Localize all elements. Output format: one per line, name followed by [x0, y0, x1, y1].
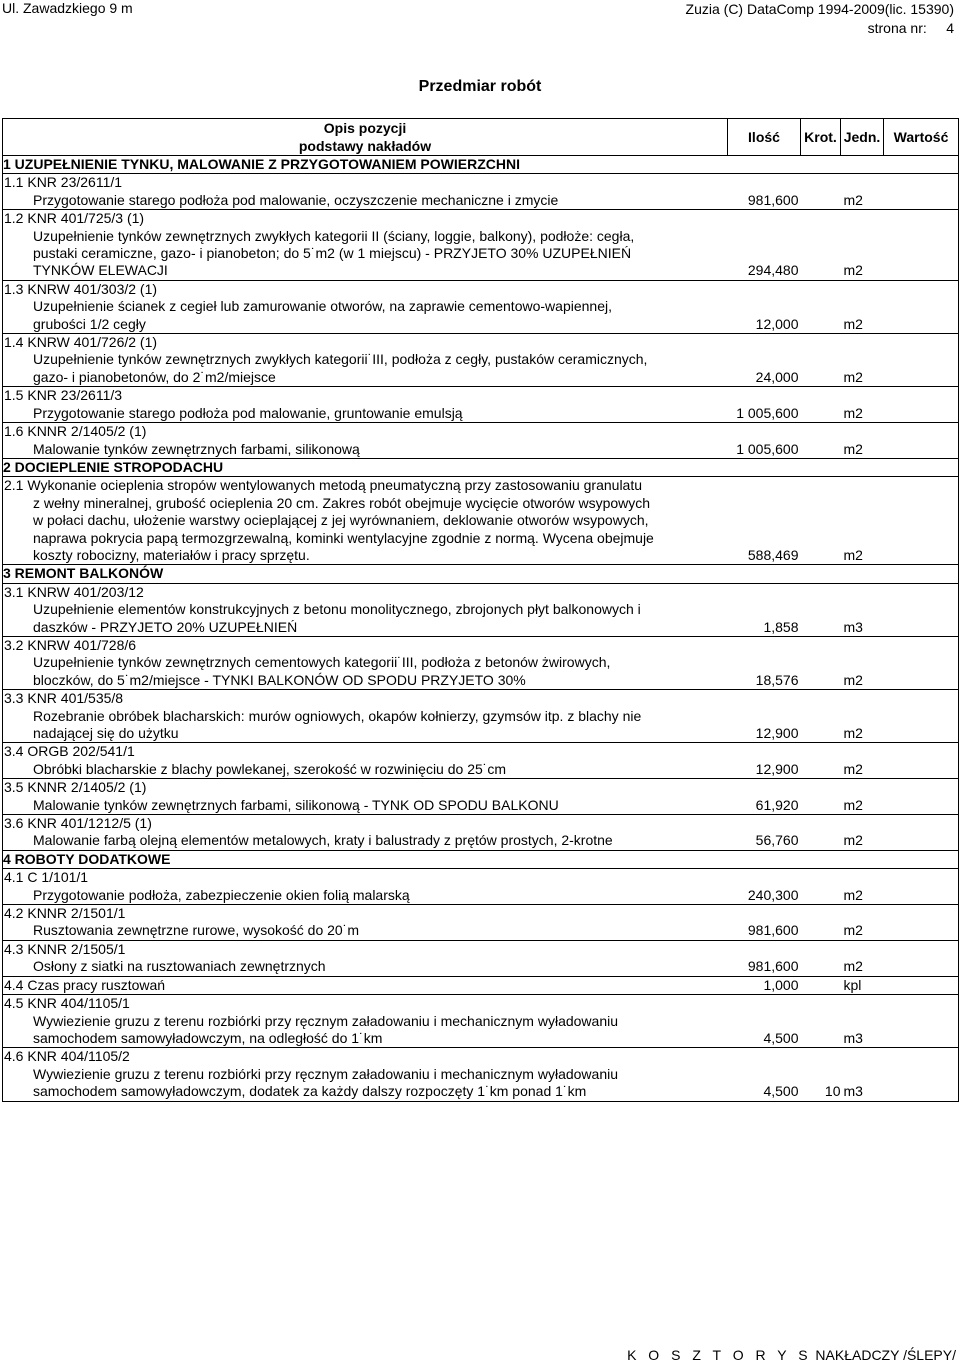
item-quantity: 1,000: [728, 976, 801, 994]
item-description: Uzupełnienie tynków zewnętrznych zwykłych kategorii II (ściany, loggie, balkony), podłoże: cegła,: [3, 228, 728, 245]
item-code: 4.4 Czas pracy rusztowań: [3, 976, 728, 994]
item-value: [884, 672, 959, 690]
item-multiplier: [801, 922, 841, 940]
item-value: [884, 1083, 959, 1101]
table-row: [3, 1048, 959, 1066]
header-address: Ul. Zawadzkiego 9 m: [2, 0, 133, 16]
item-code: 1.6 KNNR 2/1405/2 (1): [3, 423, 728, 441]
item-code: 3.4 ORGB 202/541/1: [3, 743, 728, 761]
item-description: Osłony z siatki na rusztowaniach zewnętrznych: [3, 958, 728, 976]
item-quantity: 18,576: [755, 671, 799, 688]
item-description: Przygotowanie podłoża, zabezpieczenie okien folią malarską: [3, 887, 728, 905]
item-multiplier: [801, 761, 841, 779]
page-number-line: [686, 19, 954, 38]
table-row: [3, 887, 959, 905]
item-quantity: 240,300: [747, 886, 799, 903]
section-row: [3, 156, 959, 174]
table-row: [3, 369, 959, 387]
table-row: [3, 423, 959, 441]
table-row: [3, 832, 959, 850]
item-quantity: 1,858: [763, 618, 799, 635]
item-unit: m2: [843, 368, 863, 385]
item-multiplier: [801, 441, 841, 459]
table-row: [3, 298, 959, 315]
table-row: [3, 601, 959, 618]
item-description: TYNKÓW ELEWACJI: [3, 262, 728, 280]
table-row: [3, 672, 959, 690]
table-row: [3, 779, 959, 797]
item-multiplier: [801, 887, 841, 905]
item-description: Uzupełnienie ścianek z cegieł lub zamurowanie otworów, na zaprawie cementowo-wapiennej,: [3, 298, 728, 315]
item-code: 3.2 KNRW 401/728/6: [3, 636, 728, 654]
table-row: [3, 405, 959, 423]
item-quantity: 24,000: [755, 368, 799, 385]
item-code: 3.3 KNR 401/535/8: [3, 690, 728, 708]
item-code: 3.5 KNNR 2/1405/2 (1): [3, 779, 728, 797]
item-description: samochodem samowyładowczym, dodatek za każdy dalszy rozpoczęty 1˙km ponad 1˙km: [3, 1083, 728, 1101]
item-multiplier: [801, 405, 841, 423]
section-title: 2 DOCIEPLENIE STROPODACHU: [3, 458, 959, 476]
item-unit: m2: [843, 796, 863, 813]
item-description: Wywiezienie gruzu z terenu rozbiórki przy ręcznym załadowaniu i mechanicznym wyładowaniu: [3, 1066, 728, 1083]
item-value: [884, 725, 959, 743]
item-code: 3.6 KNR 401/1212/5 (1): [3, 815, 728, 833]
table-row: [3, 976, 959, 994]
section-row: [3, 565, 959, 583]
item-quantity: 61,920: [755, 796, 799, 813]
item-quantity: 981,600: [747, 191, 799, 208]
item-unit: m2: [843, 315, 863, 332]
item-quantity: 12,900: [755, 725, 799, 741]
table-row: [3, 958, 959, 976]
item-description: Rozebranie obróbek blacharskich: murów ogniowych, okapów kołnierzy, gzymsów itp. z blachy nie: [3, 708, 728, 725]
item-value: [884, 441, 959, 459]
item-description: Malowanie farbą olejną elementów metalowych, kraty i balustrady z prętów prostych, 2-krotne: [3, 832, 728, 850]
item-multiplier: [801, 547, 841, 565]
page-title: Przedmiar robót: [418, 78, 542, 95]
header-right: [686, 0, 954, 38]
item-code: 4.3 KNNR 2/1505/1: [3, 940, 728, 958]
item-code: 1.2 KNR 401/725/3 (1): [3, 210, 728, 228]
item-quantity: 4,500: [728, 1083, 801, 1101]
table-row: [3, 619, 959, 637]
table-row: [3, 1066, 959, 1083]
item-description: Przygotowanie starego podłoża pod malowanie, oczyszczenie mechaniczne i zmycie: [3, 192, 728, 210]
item-multiplier: 10: [801, 1083, 841, 1101]
item-description: w połaci dachu, ułożenie warstwy ocieplającej z jej wyrównaniem, deklowanie otworów wsypowych,: [3, 512, 728, 529]
item-unit: m2: [843, 958, 863, 975]
header-software: Zuzia (C) DataComp 1994-2009(lic. 15390): [685, 1, 954, 17]
table-row: [3, 1030, 959, 1048]
item-value: [884, 797, 959, 815]
item-code: 1.4 KNRW 401/726/2 (1): [3, 334, 728, 352]
table-row: [3, 940, 959, 958]
item-quantity: 1 005,600: [736, 440, 799, 457]
table-row: [3, 477, 959, 495]
item-description: Przygotowanie starego podłoża pod malowanie, gruntowanie emulsją: [3, 405, 728, 423]
item-unit: kpl: [841, 976, 884, 994]
item-quantity: 294,480: [747, 262, 799, 279]
item-multiplier: [801, 316, 841, 334]
section-title: 3 REMONT BALKONÓW: [3, 565, 959, 583]
item-description: Wywiezienie gruzu z terenu rozbiórki przy ręcznym załadowaniu i mechanicznym wyładowaniu: [3, 1013, 728, 1030]
item-description: Uzupełnienie tynków zewnętrznych cementowych kategorii˙III, podłoża z betonów żwirowych,: [3, 654, 728, 671]
item-value: [884, 922, 959, 940]
item-unit: m2: [843, 440, 863, 457]
item-value: [884, 832, 959, 850]
item-unit: m2: [843, 886, 863, 903]
item-multiplier: [801, 797, 841, 815]
col-header-ilosc: Ilość: [728, 119, 801, 156]
item-quantity: 981,600: [747, 958, 799, 975]
table-row: [3, 228, 959, 245]
item-value: [884, 192, 959, 210]
item-description: z wełny mineralnej, grubość ocieplenia 20 cm. Zakres robót obejmuje wycięcie otworów wsypowych: [3, 495, 728, 512]
table-row: [3, 441, 959, 459]
item-value: [884, 369, 959, 387]
item-multiplier: [801, 832, 841, 850]
item-unit: m3: [843, 618, 863, 635]
section-row: [3, 458, 959, 476]
page-number: 4: [946, 20, 954, 36]
item-description: bloczków, do 5˙m2/miejsce - TYNKI BALKONÓW OD SPODU PRZYJETO 30%: [3, 672, 728, 690]
table-row: [3, 334, 959, 352]
item-unit: m2: [843, 546, 863, 563]
page-label: strona nr:: [867, 20, 927, 36]
table-row: [3, 743, 959, 761]
table-row: [3, 192, 959, 210]
col-header-jedn: Jedn.: [841, 119, 884, 156]
item-description: pustaki ceramiczne, gazo- i pianobeton; do 5˙m2 (w 1 miejscu) - PRZYJETO 30% UZUPEŁNIEŃ: [3, 245, 728, 262]
table-row: [3, 280, 959, 298]
item-code: 4.6 KNR 404/1105/2: [3, 1048, 728, 1066]
item-value: [884, 958, 959, 976]
table-row: [3, 262, 959, 280]
item-value: [884, 262, 959, 280]
table-row: [3, 922, 959, 940]
table-row: [3, 725, 959, 743]
item-description: Rusztowania zewnętrzne rurowe, wysokość do 20˙m: [3, 922, 728, 940]
table-row: [3, 387, 959, 405]
col-header-opis: Opis pozycji podstawy nakładów: [3, 119, 728, 156]
table-row: [3, 351, 959, 368]
section-title: 4 ROBOTY DODATKOWE: [3, 850, 959, 868]
item-quantity: 12,900: [755, 760, 799, 777]
table-row: [3, 708, 959, 725]
table-row: [3, 1013, 959, 1030]
item-unit: m2: [843, 671, 863, 688]
item-description: naprawa pokrycia papą termozgrzewalną, kominki wentylacyjne zgodnie z normą. Wycena obejmuje: [3, 530, 728, 547]
col-header-krot: Krot.: [801, 119, 841, 156]
item-description: nadającej się do użytku: [3, 725, 728, 743]
item-description: samochodem samowyładowczym, na odległość do 1˙km: [3, 1030, 728, 1048]
item-value: [884, 976, 959, 994]
item-multiplier: [801, 192, 841, 210]
table-row: [3, 530, 959, 547]
item-unit: m2: [843, 922, 863, 939]
item-quantity: 4,500: [763, 1029, 799, 1046]
item-unit: m3: [841, 1083, 884, 1101]
table-body: [3, 156, 959, 1102]
table-row: [3, 245, 959, 262]
item-description: gazo- i pianobetonów, do 2˙m2/miejsce: [3, 369, 728, 387]
item-multiplier: [801, 976, 841, 994]
table-row: [3, 495, 959, 512]
item-description: grubości 1/2 cegły: [3, 316, 728, 334]
table-header-row: [3, 119, 959, 156]
table-row: [3, 654, 959, 671]
estimate-table: [2, 118, 959, 1102]
table-row: [3, 869, 959, 887]
table-row: [3, 547, 959, 565]
table-row: [3, 1083, 959, 1101]
item-unit: m3: [843, 1029, 863, 1046]
table-row: [3, 797, 959, 815]
item-unit: m2: [843, 191, 863, 208]
item-unit: m2: [843, 725, 863, 741]
item-description: koszty robocizny, materiałów i pracy sprzętu.: [3, 547, 728, 565]
footer-spaced: K O S Z T O R Y S: [627, 1347, 812, 1363]
item-value: [884, 887, 959, 905]
item-multiplier: [801, 725, 841, 743]
item-value: [884, 547, 959, 565]
table-row: [3, 995, 959, 1013]
table-row: [3, 583, 959, 601]
item-unit: m2: [843, 404, 863, 421]
item-multiplier: [801, 958, 841, 976]
item-code: 3.1 KNRW 401/203/12: [3, 583, 728, 601]
item-code: 1.1 KNR 23/2611/1: [3, 174, 728, 192]
item-value: [884, 1030, 959, 1048]
table-row: [3, 636, 959, 654]
item-value: [884, 761, 959, 779]
table-row: [3, 905, 959, 923]
table-row: [3, 174, 959, 192]
item-multiplier: [801, 369, 841, 387]
item-quantity: 981,600: [747, 922, 799, 939]
table-row: [3, 210, 959, 228]
table-row: [3, 815, 959, 833]
item-quantity: 1 005,600: [736, 404, 799, 421]
table-row: [3, 316, 959, 334]
section-row: [3, 850, 959, 868]
item-description: Obróbki blacharskie z blachy powlekanej, szerokość w rozwinięciu do 25˙cm: [3, 761, 728, 779]
item-multiplier: [801, 619, 841, 637]
item-description: Malowanie tynków zewnętrznych farbami, silikonową: [3, 441, 728, 459]
item-code: 4.1 C 1/101/1: [3, 869, 728, 887]
item-code: 4.5 KNR 404/1105/1: [3, 995, 728, 1013]
item-value: [884, 405, 959, 423]
item-code: 2.1 Wykonanie ocieplenia stropów wentylowanych metodą pneumatyczną przy zastosowaniu granulatu: [3, 477, 728, 495]
item-unit: m2: [843, 760, 863, 777]
item-quantity: 56,760: [755, 832, 799, 849]
footer: [627, 1347, 956, 1363]
item-description: Uzupełnienie tynków zewnętrznych zwykłych kategorii˙III, podłoża z cegły, pustaków ceramicznych,: [3, 351, 728, 368]
item-multiplier: [801, 1030, 841, 1048]
item-unit: m2: [843, 832, 863, 849]
item-quantity: 12,000: [755, 315, 799, 332]
section-title: 1 UZUPEŁNIENIE TYNKU, MALOWANIE Z PRZYGOTOWANIEM POWIERZCHNI: [3, 156, 959, 174]
item-code: 4.2 KNNR 2/1501/1: [3, 905, 728, 923]
col-header-wartosc: Wartość: [884, 119, 959, 156]
item-code: 1.5 KNR 23/2611/3: [3, 387, 728, 405]
table-row: [3, 761, 959, 779]
table-row: [3, 690, 959, 708]
table-row: [3, 512, 959, 529]
item-value: [884, 619, 959, 637]
item-unit: m2: [843, 262, 863, 279]
item-code: 1.3 KNRW 401/303/2 (1): [3, 280, 728, 298]
item-description: Malowanie tynków zewnętrznych farbami, silikonową - TYNK OD SPODU BALKONU: [3, 797, 728, 815]
item-multiplier: [801, 262, 841, 280]
item-description: daszków - PRZYJETO 20% UZUPEŁNIEŃ: [3, 619, 728, 637]
item-description: Uzupełnienie elementów konstrukcyjnych z betonu monolitycznego, zbrojonych płyt balkonowych i: [3, 601, 728, 618]
item-multiplier: [801, 672, 841, 690]
footer-rest: NAKŁADCZY /ŚLEPY/: [815, 1347, 956, 1363]
item-value: [884, 316, 959, 334]
item-quantity: 588,469: [747, 546, 799, 563]
